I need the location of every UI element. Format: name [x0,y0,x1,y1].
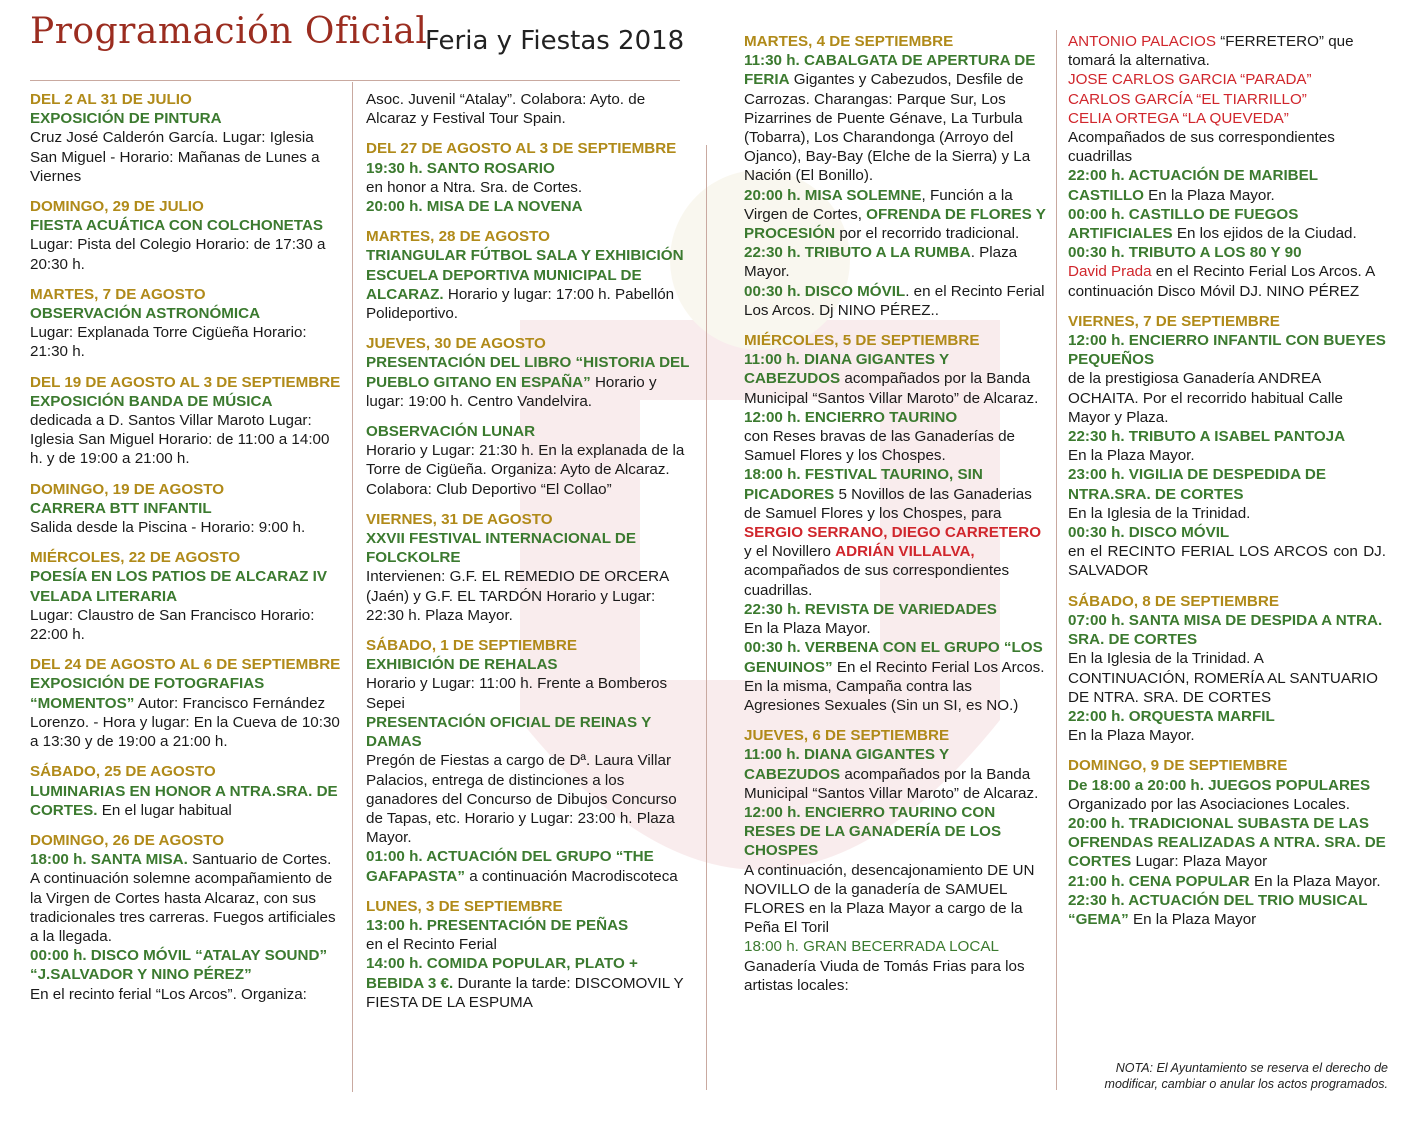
event-title: 18:00 h. SANTA MISA. [30,851,188,869]
event-continuation [1068,32,1386,301]
event-text: en el Recinto Ferial Los Arcos. A continuación Disco Móvil DJ. NINO PÉREZ [1068,263,1375,300]
event-date: DOMINGO, 9 DE SEPTIEMBRE [1068,757,1288,775]
event-title: 12:00 h. ENCIERRO TAURINO CON RESES DE LA GANADERÍA DE LOS CHOSPES [744,803,1002,860]
event [366,636,696,886]
event-text: 5 Novillos de las Ganaderias de Samuel Flores y los Chospes, para [744,485,1032,522]
event-date: MARTES, 4 DE SEPTIEMBRE [744,33,954,50]
event-text: Horario y Lugar: 11:00 h. Frente a Bomberos Sepei [366,675,668,712]
event [1068,592,1386,746]
event [366,334,696,411]
event-text: con Reses bravas de las Ganaderías de Samuel Flores y los Chospes. [744,428,1016,465]
event-text: Organizado por las Asociaciones Locales. [1068,795,1350,813]
performer-name: David Prada [1068,263,1152,281]
event-text: Autor: Francisco Fernández Lorenzo. - Hora y lugar: En la Cueva de 10:30 a 13:30 y de 19:00 a 21:00 h. [30,694,340,751]
event-title: 22:00 h. ORQUESTA MARFIL [1068,707,1275,725]
divider-1 [352,82,353,1092]
event-title: 23:00 h. VIGILIA DE DESPEDIDA DE NTRA.SRA. DE CORTES [1068,466,1326,503]
event-text: En la Iglesia de la Trinidad. [1068,504,1251,522]
event [1068,756,1386,929]
column-4 [1068,32,1386,940]
event-text: En los ejidos de la Ciudad. [1172,225,1357,243]
performer-name: CARLOS GARCÍA “EL TIARRILLO” [1068,90,1307,108]
event-title: 00:30 h. TRIBUTO A LOS 80 Y 90 [1068,244,1302,262]
event [744,331,1046,715]
event-title: 11:00 h. DIANA GIGANTES Y CABEZUDOS [744,351,949,388]
event-text: A continuación, desencajonamiento DE UN NOVILLO de la ganadería de SAMUEL FLORES en la Plaza Mayor a cargo de la Peña El Toril [744,861,1035,937]
event-text: acompañados por la Banda Municipal “Santos Villar Maroto” de Alcaraz. [744,765,1039,802]
event-title: PRESENTACIÓN OFICIAL DE REINAS Y DAMAS [366,713,651,751]
event-title: 19:30 h. SANTO ROSARIO [366,159,555,177]
event [366,422,696,499]
event-title: 18:00 h. FESTIVAL TAURINO, SIN PICADORES [744,466,983,503]
event-text: Durante la tarde: DISCOMOVIL Y FIESTA DE LA ESPUMA [366,974,684,1011]
column-3 [744,32,1046,1006]
event-text: En la Plaza Mayor. [1068,447,1195,465]
divider-2 [706,145,707,1090]
header-rule [30,80,680,81]
event-date: JUEVES, 30 DE AGOSTO [366,335,546,353]
event-date: MARTES, 7 DE AGOSTO [30,285,206,303]
event-title: 22:30 h. TRIBUTO A ISABEL PANTOJA [1068,428,1346,446]
event-text: Horario y lugar: 19:00 h. Centro Vandelvira. [366,373,657,410]
performer-name: CELIA ORTEGA “LA QUEVEDA” [1068,109,1289,127]
event [744,32,1046,320]
event-title: 22:30 h. TRIBUTO A LA RUMBA [744,244,971,262]
page-title: Programación Oficial [30,11,428,52]
event-date: SÁBADO, 8 DE SEPTIEMBRE [1068,592,1279,610]
event-text: Horario y lugar: 17:00 h. Pabellón Polideportivo. [366,285,675,323]
event-text: En el lugar habitual [97,801,232,819]
event-title: 20:00 h. MISA DE LA NOVENA [366,198,583,216]
event-continuation: Asoc. Juvenil “Atalay”. Colabora: Ayto. de Alcaraz y Festival Tour Spain. [366,91,646,128]
event-date: DOMINGO, 29 DE JULIO [30,198,204,216]
event-title: OBSERVACIÓN ASTRONÓMICA [30,305,261,323]
event-text: . Plaza Mayor. [744,244,1018,281]
event-text: acompañados por la Banda Municipal “Santos Villar Maroto” de Alcaraz. [744,370,1039,407]
event-text: dedicada a D. Santos Villar Maroto Lugar: Iglesia San Miguel Horario: de 11:00 a 14:00 h. y de 19:00 a 21:00 h. [30,412,330,468]
event [30,197,342,274]
event-date: MIÉRCOLES, 22 DE AGOSTO [30,549,241,567]
event-title: EXPOSICIÓN DE FOTOGRAFIAS “MOMENTOS” [30,675,265,712]
event-title: 18:00 h. GRAN BECERRADA LOCAL [744,938,999,956]
event-date: DEL 2 AL 31 DE JULIO [30,91,192,108]
event [744,726,1046,995]
column-1 [30,90,342,1015]
event-text: y el Novillero [744,543,836,561]
event-date: SÁBADO, 25 DE AGOSTO [30,763,216,781]
event-date: DEL 27 DE AGOSTO AL 3 DE SEPTIEMBRE [366,140,677,158]
event-text: Santuario de Cortes. A continuación solemne acompañamiento de la Virgen de Cortes hasta Alcaraz, con sus tradicionales tres carreras. Fuegos artificiales a la llegada. [30,851,336,945]
event-title: OFRENDA DE FLORES Y PROCESIÓN [744,205,1046,243]
event-text: Pregón de Fiestas a cargo de Dª. Laura Villar Palacios, entrega de distinciones a los ganadores del Concurso de Dibujos Concurso de Tapas, etc. Horario y Lugar: 23:00 h. Plaza Mayor. [366,752,677,847]
event-text: En el Recinto Ferial Los Arcos. En la misma, Campaña contra las Agresiones Sexuales (Sin un SI, es NO.) [744,658,1045,714]
event [366,510,696,625]
footnote: NOTA: El Ayuntamiento se reserva el derecho de modificar, cambiar o anular los actos programados. [1104,1061,1388,1091]
event-title: LUMINARIAS EN HONOR A NTRA.SRA. DE CORTES. [30,782,338,819]
event-text: Horario y Lugar: 21:30 h. En la explanada de la Torre de Cigüeña. Organiza: Ayto de Alcaraz. Colabora: Club Deportivo “El Collao” [366,442,685,498]
event-title: De 18:00 a 20:00 h. JUEGOS POPULARES [1068,776,1371,794]
event-title: EXHIBICIÓN DE REHALAS [366,656,558,674]
event-title: 00:00 h. CASTILLO DE FUEGOS ARTIFICIALES [1068,205,1299,243]
event-text: Lugar: Plaza Mayor [1131,853,1268,871]
event-date: DOMINGO, 19 DE AGOSTO [30,480,225,498]
event [30,285,342,362]
event-title: EXPOSICIÓN DE PINTURA [30,110,222,128]
event-text: En la Iglesia de la Trinidad. A CONTINUACIÓN, ROMERÍA AL SANTUARIO DE NTRA. SRA. DE CORTES [1068,650,1378,706]
performer-name: ANTONIO PALACIOS [1068,33,1216,50]
event-title: 00:30 h. VERBENA CON EL GRUPO “LOS GENUINOS” [744,639,1043,676]
event [30,831,342,1004]
event-text: Salida desde la Piscina - Horario: 9:00 h. [30,519,306,537]
event-title: OBSERVACIÓN LUNAR [366,423,536,441]
event [366,139,696,216]
event-date: DEL 19 DE AGOSTO AL 3 DE SEPTIEMBRE [30,373,341,391]
event-text: En la Plaza Mayor. [744,620,871,638]
event [366,227,696,323]
event-title: 00:30 h. DISCO MÓVIL [1068,524,1230,542]
event-text: Lugar: Claustro de San Francisco Horario: 22:00 h. [30,606,315,644]
event-text: en el Recinto Ferial [366,936,497,954]
event-date: VIERNES, 31 DE AGOSTO [366,510,553,528]
event-text: , Función a la Virgen de Cortes, [744,186,1013,223]
event-text: “FERRETERO” que tomará la alternativa. [1068,33,1354,70]
event-title: 01:00 h. ACTUACIÓN DEL GRUPO “THE GAFAPASTA” [366,848,654,885]
column-2 [366,90,696,1023]
event-text: Acompañados de sus correspondientes cuadrillas [1068,129,1335,166]
divider-3 [1056,30,1057,1090]
event-text: Lugar: Explanada Torre Cigüeña Horario: 21:30 h. [30,324,307,361]
event [30,762,342,820]
event-text: Cruz José Calderón García. Lugar: Iglesia San Miguel - Horario: Mañanas de Lunes a Viernes [30,129,320,185]
event-title: 12:00 h. ENCIERRO INFANTIL CON BUEYES PEQUEÑOS [1068,332,1386,369]
performer-name: SERGIO SERRANO, DIEGO CARRETERO [744,524,1042,542]
event-title: PRESENTACIÓN DEL LIBRO “HISTORIA DEL PUEBLO GITANO EN ESPAÑA” [366,354,690,391]
event-title: EXPOSICIÓN BANDA DE MÚSICA [30,392,273,410]
event [30,480,342,538]
event-title: 13:00 h. PRESENTACIÓN DE PEÑAS [366,916,629,934]
event-title: 00:00 h. DISCO MÓVIL “ATALAY SOUND” “J.SALVADOR Y NINO PÉREZ” [30,947,328,984]
event-text: Gigantes y Cabezudos, Desfile de Carrozas. Charangas: Parque Sur, Los Pizarrines de Puente Génave, La Turbula (Tobarra), Los Charandonga (Arroyo del Ojanco), Bay-Bay (Elche de la Sierra) y La Nación (El Bonillo). [744,71,1031,185]
event-text: Intervienen: G.F. EL REMEDIO DE ORCERA (Jaén) y G.F. EL TARDÓN Horario y Lugar: 22:30 h. Plaza Mayor. [366,568,669,624]
event-date: JUEVES, 6 DE SEPTIEMBRE [744,727,950,745]
event-text: En la Plaza Mayor. [1068,727,1195,745]
event-date: LUNES, 3 DE SEPTIEMBRE [366,897,563,915]
event-text: a continuación Macrodiscoteca [465,867,678,885]
event-title: 21:00 h. CENA POPULAR [1068,872,1250,890]
event-title: 14:00 h. COMIDA POPULAR, PLATO + BEBIDA 3 €. [366,955,638,992]
event [30,655,342,751]
event-date: MARTES, 28 DE AGOSTO [366,228,550,246]
event-title: 20:00 h. MISA SOLEMNE [744,186,922,204]
event-title: 22:30 h. REVISTA DE VARIEDADES [744,600,997,618]
event [366,897,696,1012]
event-date: SÁBADO, 1 DE SEPTIEMBRE [366,637,577,655]
event-text: acompañados de sus correspondientes cuadrillas. [744,562,1010,599]
event-text: En la Plaza Mayor [1128,910,1257,928]
event-title: 07:00 h. SANTA MISA DE DESPIDA A NTRA. SRA. DE CORTES [1068,611,1383,649]
event [30,548,342,644]
event [30,90,342,186]
event-date: VIERNES, 7 DE SEPTIEMBRE [1068,312,1280,330]
performer-name: ADRIÁN VILLALVA, [835,543,975,561]
event-title: 22:30 h. ACTUACIÓN DEL TRIO MUSICAL “GEMA” [1068,891,1368,928]
event-text: en el RECINTO FERIAL LOS ARCOS con DJ. SALVADOR [1068,543,1386,580]
event-title: TRIANGULAR FÚTBOL SALA Y EXHIBICIÓN ESCUELA DEPORTIVA MUNICIPAL DE ALCARAZ. [366,247,684,303]
event-title: FIESTA ACUÁTICA CON COLCHONETAS [30,217,324,235]
event-text: en honor a Ntra. Sra. de Cortes. [366,178,583,196]
event-text: . en el Recinto Ferial Los Arcos. Dj NINO PÉREZ.. [744,282,1045,319]
event-title: CARRERA BTT INFANTIL [30,499,212,517]
event-title: 20:00 h. TRADICIONAL SUBASTA DE LAS OFRENDAS REALIZADAS A NTRA. SRA. DE CORTES [1068,814,1386,871]
event-text: En la Plaza Mayor. [1249,872,1381,890]
event-text: Ganadería Viuda de Tomás Frias para los artistas locales: [744,957,1025,994]
event [1068,312,1386,581]
page-subtitle: Feria y Fiestas 2018 [425,26,685,56]
event-date: DOMINGO, 26 DE AGOSTO [30,831,225,849]
event-text: En el recinto ferial “Los Arcos”. Organiza: [30,985,307,1003]
event-text: Lugar: Pista del Colegio Horario: de 17:30 a 20:30 h. [30,236,326,273]
event-title: POESÍA EN LOS PATIOS DE ALCARAZ IV VELADA LITERARIA [30,568,328,605]
event-text: por el recorrido tradicional. [835,225,1020,243]
event-date: MIÉRCOLES, 5 DE SEPTIEMBRE [744,332,980,350]
performer-name: JOSE CARLOS GARCIA “PARADA” [1068,71,1312,89]
event-text: de la prestigiosa Ganadería ANDREA OCHAITA. Por el recorrido habitual Calle Mayor y Plaza. [1068,370,1343,426]
event-title: 11:00 h. DIANA GIGANTES Y CABEZUDOS [744,746,949,783]
event-title: XXVII FESTIVAL INTERNACIONAL DE FOLCKOLRE [366,530,637,567]
event-title: 12:00 h. ENCIERRO TAURINO [744,408,958,426]
event-date: DEL 24 DE AGOSTO AL 6 DE SEPTIEMBRE [30,656,341,674]
event-title: 00:30 h. DISCO MÓVIL [744,282,906,300]
event-title: 11:30 h. CABALGATA DE APERTURA DE FERIA [744,52,1036,89]
event-text: En la Plaza Mayor. [1143,186,1275,204]
event-title: 22:00 h. ACTUACIÓN DE MARIBEL CASTILLO [1068,167,1318,204]
event [30,373,342,469]
